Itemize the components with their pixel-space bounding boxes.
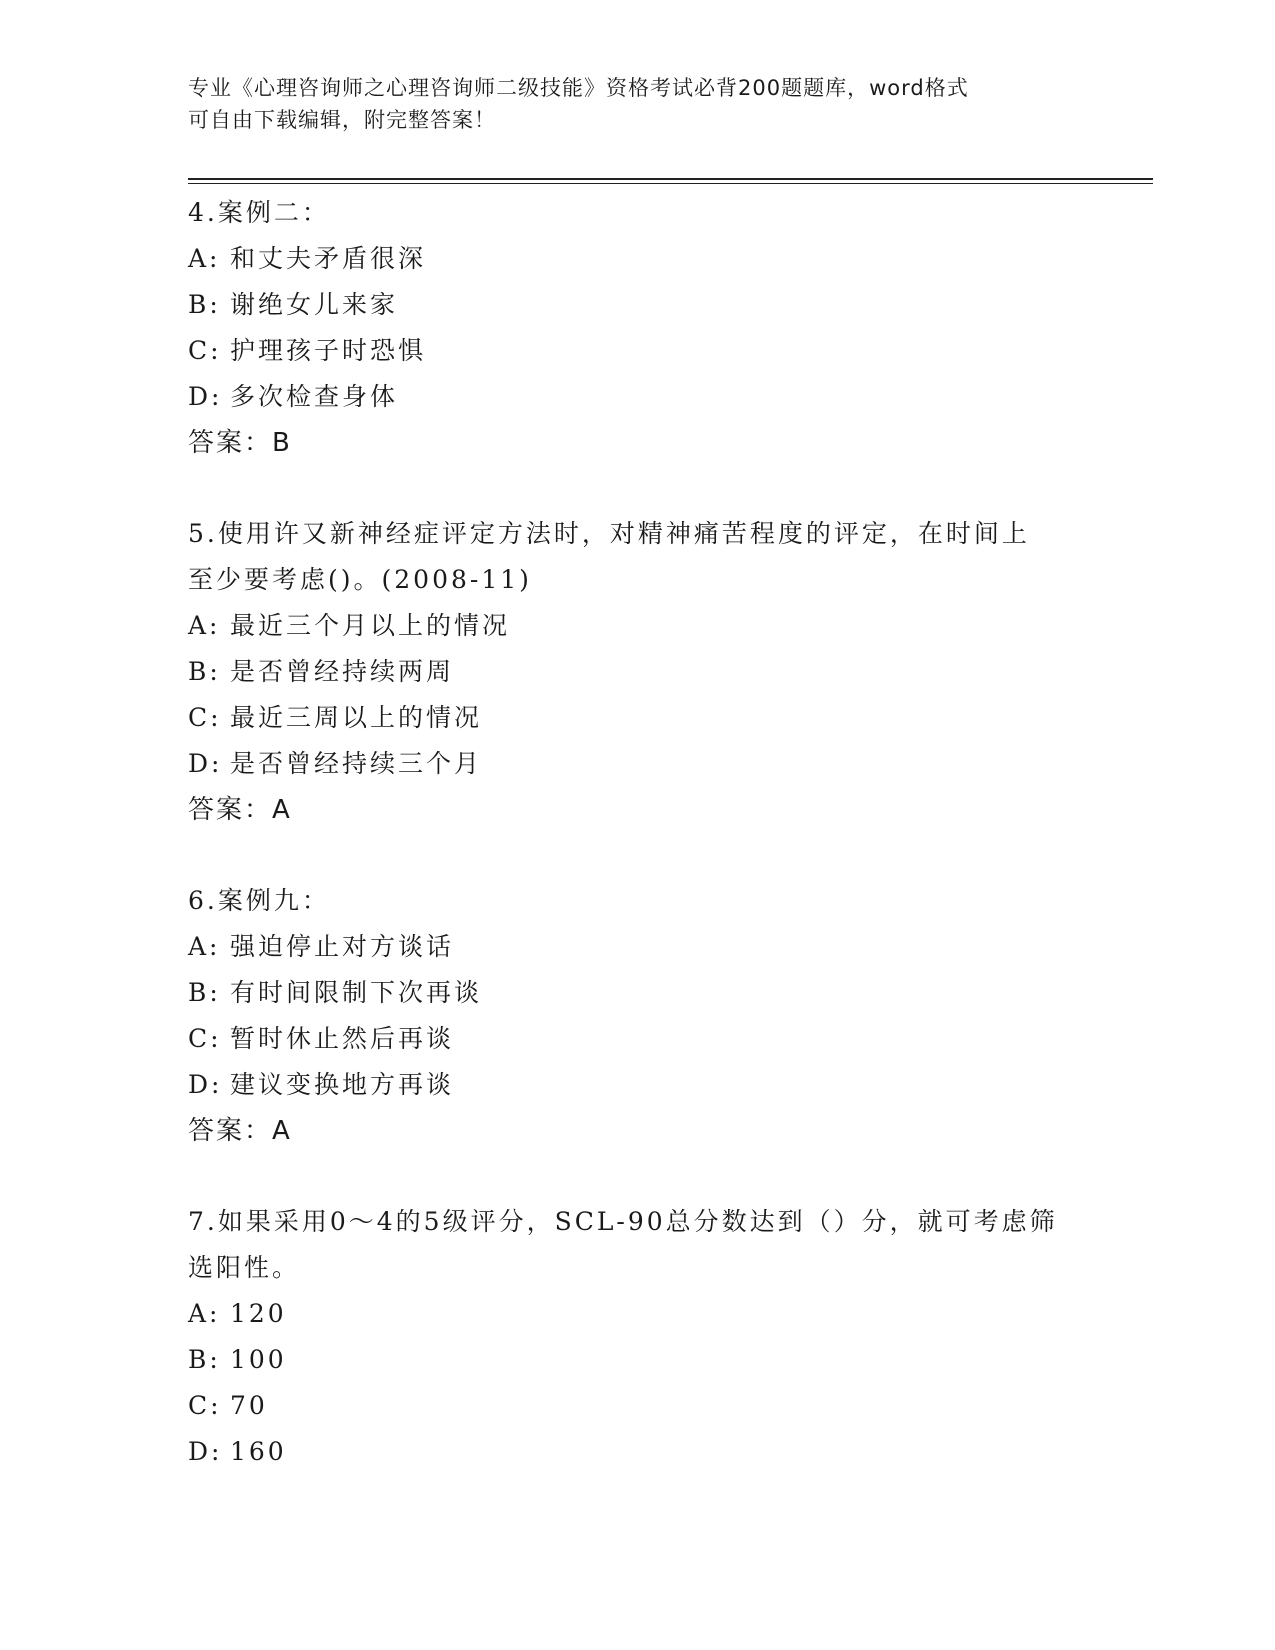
option-letter: B:: [188, 290, 221, 319]
option-text: 有时间限制下次再谈: [230, 978, 483, 1007]
answer-option: [188, 924, 1088, 970]
answer-option: [188, 1383, 1088, 1429]
option-letter: B:: [188, 978, 221, 1007]
header-line-1: 专业《心理咨询师之心理咨询师二级技能》资格考试必背200题题库，word格式: [188, 76, 969, 100]
answer-label: 答案：: [188, 428, 273, 458]
answer-option: [188, 282, 1088, 328]
option-letter: D:: [188, 749, 223, 778]
question-block: [188, 190, 1088, 466]
option-letter: A:: [188, 611, 221, 640]
answer-line: [188, 1108, 1088, 1154]
option-letter: B:: [188, 657, 221, 686]
answer-option: [188, 603, 1088, 649]
answer-option: [188, 1337, 1088, 1383]
question-text: 至少要考虑()。(2008-11): [188, 565, 532, 594]
document-header: [188, 72, 1088, 136]
answer-option: [188, 374, 1088, 420]
option-text: 和丈夫矛盾很深: [230, 244, 427, 273]
answer-value: A: [272, 1116, 292, 1146]
question-text: 4.案例二：: [188, 198, 330, 227]
option-text: 建议变换地方再谈: [230, 1070, 455, 1099]
option-letter: A:: [188, 1299, 221, 1328]
answer-option: [188, 1291, 1088, 1337]
option-text: 最近三周以上的情况: [230, 703, 483, 732]
answer-option: [188, 695, 1088, 741]
answer-option: [188, 1429, 1088, 1475]
answer-option: [188, 1062, 1088, 1108]
answer-line: [188, 787, 1088, 833]
question-text: 7.如果采用0～4的5级评分，SCL-90总分数达到（）分，就可考虑筛: [188, 1207, 1058, 1236]
option-letter: C:: [188, 1391, 222, 1420]
header-rule-thick: [188, 178, 1153, 180]
option-letter: C:: [188, 1024, 222, 1053]
option-text: 160: [230, 1437, 287, 1466]
answer-option: [188, 328, 1088, 374]
answer-option: [188, 236, 1088, 282]
option-text: 护理孩子时恐惧: [230, 336, 427, 365]
option-text: 暂时休止然后再谈: [230, 1024, 455, 1053]
option-text: 强迫停止对方谈话: [230, 932, 455, 961]
answer-label: 答案：: [188, 1116, 273, 1146]
option-letter: A:: [188, 244, 221, 273]
option-text: 是否曾经持续三个月: [230, 749, 483, 778]
option-text: 谢绝女儿来家: [230, 290, 399, 319]
answer-option: [188, 970, 1088, 1016]
option-text: 多次检查身体: [230, 382, 399, 411]
question-block: [188, 878, 1088, 1154]
question-list: [188, 190, 1088, 1520]
option-letter: B:: [188, 1345, 221, 1374]
answer-line: [188, 420, 1088, 466]
answer-label: 答案：: [188, 795, 273, 825]
option-letter: D:: [188, 1070, 223, 1099]
option-letter: D:: [188, 382, 223, 411]
question-text: 5.使用许又新神经症评定方法时，对精神痛苦程度的评定，在时间上: [188, 519, 1030, 548]
question-block: [188, 1199, 1088, 1475]
question-text: 6.案例九：: [188, 886, 330, 915]
option-text: 120: [230, 1299, 287, 1328]
answer-value: B: [272, 428, 292, 458]
header-line-2: 可自由下载编辑，附完整答案！: [188, 108, 496, 132]
option-text: 是否曾经持续两周: [230, 657, 455, 686]
header-rule-thin: [188, 183, 1153, 184]
answer-value: A: [272, 795, 292, 825]
question-block: [188, 511, 1088, 833]
question-text: 选阳性。: [188, 1253, 301, 1282]
option-text: 最近三个月以上的情况: [230, 611, 511, 640]
option-letter: C:: [188, 703, 222, 732]
option-letter: A:: [188, 932, 221, 961]
answer-option: [188, 649, 1088, 695]
option-letter: C:: [188, 336, 222, 365]
option-letter: D:: [188, 1437, 223, 1466]
option-text: 70: [230, 1391, 268, 1420]
answer-option: [188, 1016, 1088, 1062]
answer-option: [188, 741, 1088, 787]
option-text: 100: [230, 1345, 287, 1374]
